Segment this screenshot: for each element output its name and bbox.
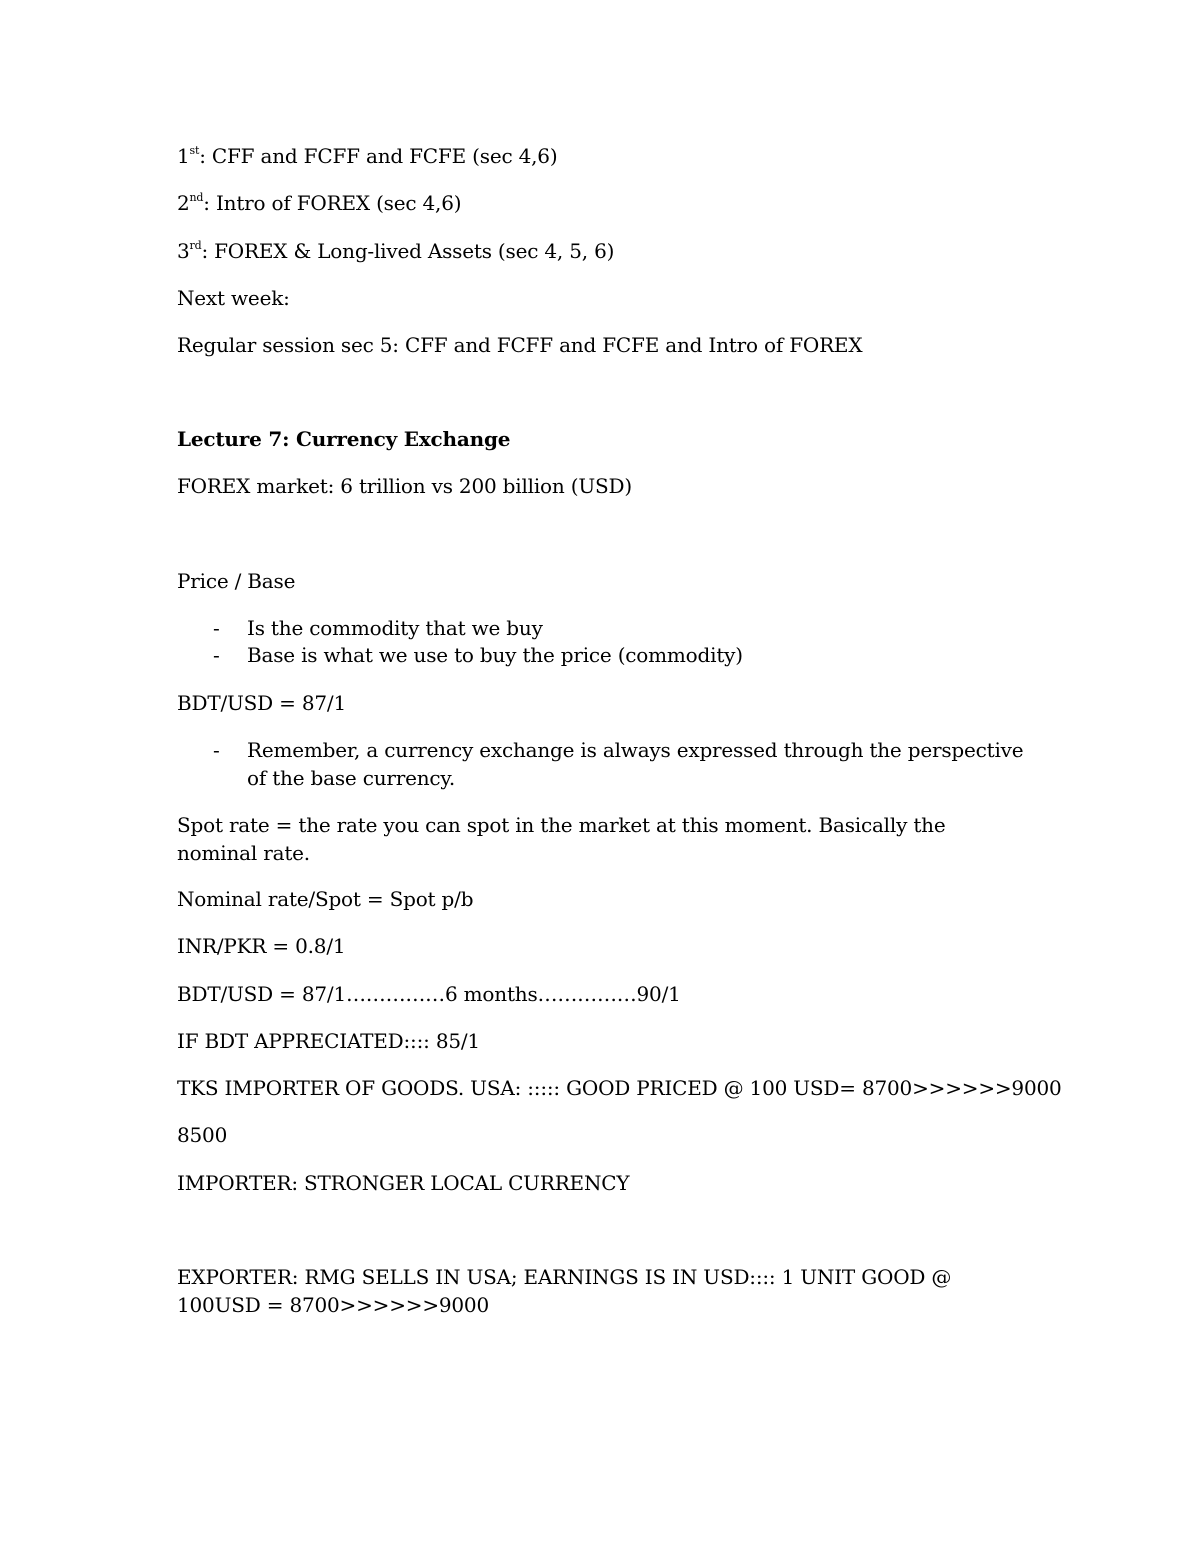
bullet-marker: -	[213, 616, 220, 640]
list-item: Base is what we use to buy the price (commodity)	[247, 643, 743, 667]
exporter-note-paragraph: EXPORTER: RMG SELLS IN USA; EARNINGS IS IN USD:::: 1 UNIT GOOD @ 100USD = 8700>>>>>>9000	[177, 1265, 952, 1317]
bullet-marker: -	[213, 738, 220, 762]
spot-rate-paragraph: Spot rate = the rate you can spot in the market at this moment. Basically the nominal rate.	[177, 813, 946, 865]
session-number: 3	[177, 239, 190, 263]
session-number: 2	[177, 191, 190, 215]
bullet-marker: -	[213, 643, 220, 667]
lecture-heading: Lecture 7: Currency Exchange	[177, 427, 511, 451]
session-number: 1	[177, 144, 190, 168]
nominal-rate-line: Nominal rate/Spot = Spot p/b	[177, 887, 474, 911]
forex-market-line: FOREX market: 6 trillion vs 200 billion (USD)	[177, 474, 632, 498]
next-week-label: Next week:	[177, 286, 290, 310]
importer-note-line: IMPORTER: STRONGER LOCAL CURRENCY	[177, 1171, 630, 1195]
inr-pkr-line: INR/PKR = 0.8/1	[177, 934, 346, 958]
list-item: Is the commodity that we buy	[247, 616, 543, 640]
bdt-appreciated-line: IF BDT APPRECIATED:::: 85/1	[177, 1029, 480, 1053]
ordinal-suffix: st	[189, 144, 200, 157]
session-text: : FOREX & Long-lived Assets (sec 4, 5, 6)	[201, 239, 615, 263]
tks-importer-line: TKS IMPORTER OF GOODS. USA: ::::: GOOD PRICED @ 100 USD= 8700>>>>>>9000	[177, 1076, 1062, 1100]
session-text: : Intro of FOREX (sec 4,6)	[203, 191, 462, 215]
ordinal-suffix: nd	[189, 191, 204, 204]
value-8500-line: 8500	[177, 1123, 228, 1147]
bdt-usd-line: BDT/USD = 87/1	[177, 691, 346, 715]
ordinal-suffix: rd	[189, 239, 202, 252]
price-base-heading: Price / Base	[177, 569, 296, 593]
bdt-usd-forecast-line: BDT/USD = 87/1……………6 months……………90/1	[177, 982, 681, 1006]
session-line-1	[177, 142, 557, 170]
regular-session-line: Regular session sec 5: CFF and FCFF and FCFE and Intro of FOREX	[177, 333, 863, 357]
session-line-3	[177, 237, 614, 265]
session-text: : CFF and FCFF and FCFE (sec 4,6)	[199, 144, 558, 168]
session-line-2	[177, 189, 461, 217]
list-item: Remember, a currency exchange is always expressed through the perspective of the base currency.	[247, 738, 1024, 790]
